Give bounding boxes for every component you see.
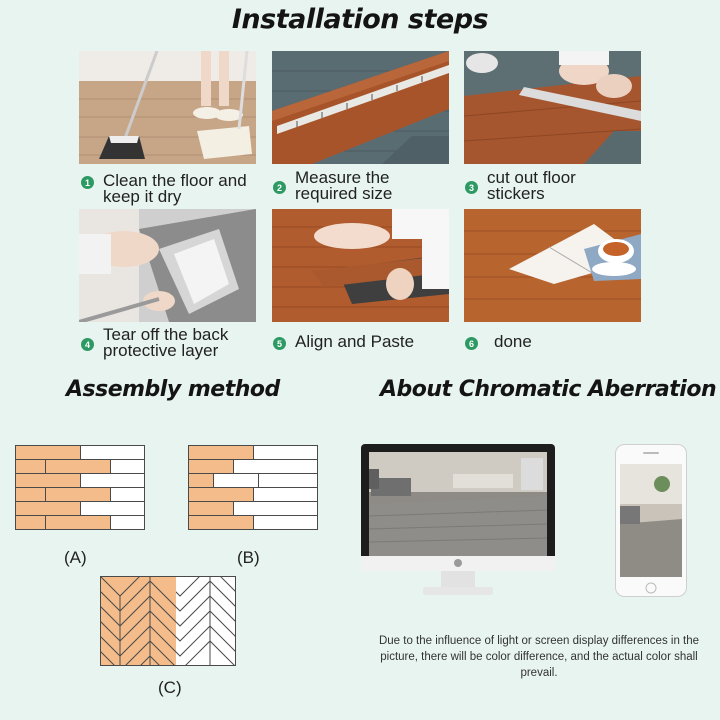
pattern-c-label: (C) [158,678,182,697]
step-2-photo [272,51,449,164]
monitor-illustration [361,444,555,599]
step-4-photo [79,209,256,322]
assembly-method-heading: Assembly method [66,377,280,402]
step-1-badge: 1 [81,176,94,189]
step-2-badge: 2 [273,181,286,194]
pattern-c-diagram [100,576,236,666]
step-5-badge: 5 [273,337,286,350]
step-3-badge: 3 [465,181,478,194]
step-1-photo [79,51,256,164]
chromatic-aberration-heading: About Chromatic Aberration [380,377,717,402]
pattern-a-diagram [15,445,145,531]
step-1-text: Clean the floor and keep it dry [103,171,247,206]
step-1-label [81,173,247,205]
installation-steps-heading: Installation steps [231,4,489,35]
step-3-label [465,170,576,202]
step-2-label [273,170,392,202]
step-2-text: Measure the required size [295,168,393,203]
step-5-text: Align and Paste [295,332,415,351]
color-difference-note: Due to the influence of light or screen display differences in the picture, there will be color difference, and the actual color shall prevail. [378,635,700,679]
step-4-text: Tear off the back protective layer [103,325,229,360]
step-3-text: cut out floor stickers [487,168,576,203]
pattern-b-label: (B) [237,548,260,567]
step-6-photo [464,209,641,322]
step-4-badge: 4 [81,338,94,351]
step-6-label [465,334,532,350]
step-5-photo [272,209,449,322]
step-5-label [273,334,414,350]
pattern-b-diagram [188,445,318,531]
phone-illustration [615,444,687,597]
step-4-label [81,327,228,359]
pattern-a-label: (A) [64,548,87,567]
step-6-badge: 6 [465,337,478,350]
step-3-photo [464,51,641,164]
step-6-text: done [494,332,532,351]
